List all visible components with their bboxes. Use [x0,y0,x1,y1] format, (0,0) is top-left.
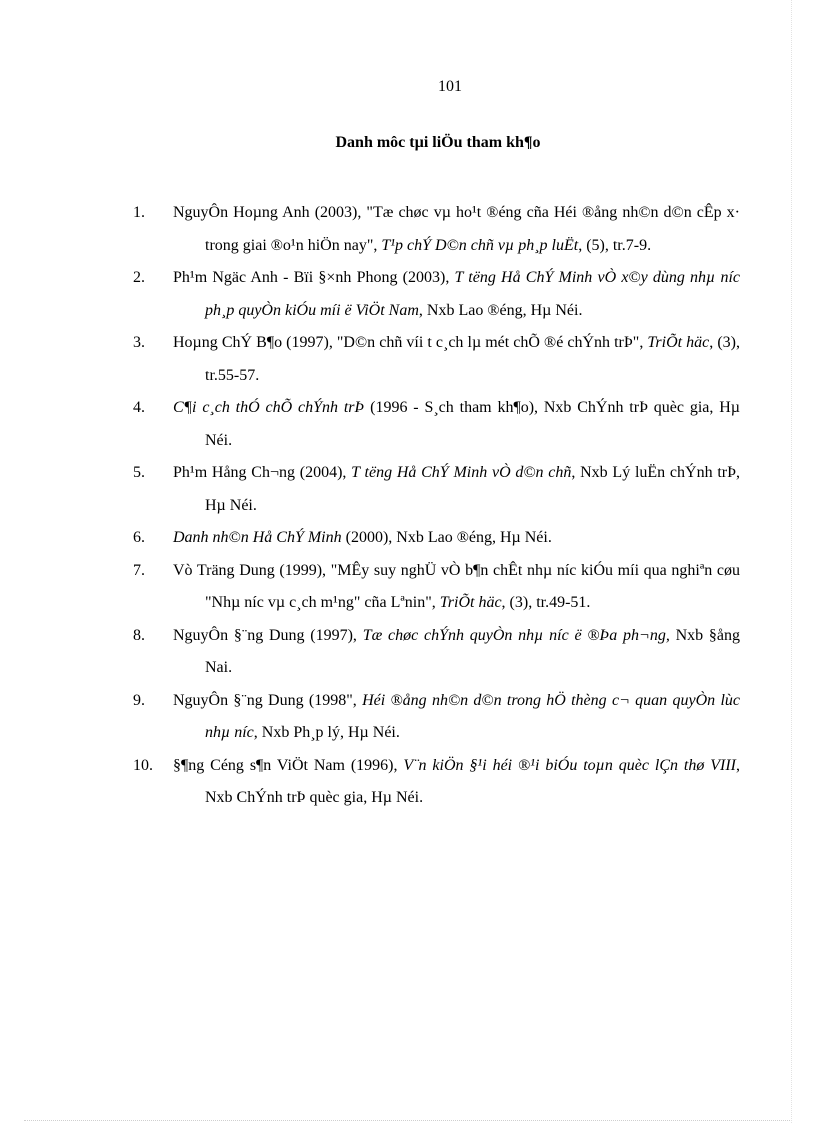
reference-number: 5. [133,464,145,481]
page-number: 101 [438,78,462,95]
reference-segment: NguyÔn §¨ng Dung (1997), [173,626,363,644]
reference-number: 1. [133,204,145,221]
reference-item [133,392,740,457]
reference-item [133,327,740,392]
reference-text [173,392,740,457]
reference-segment: , (3), tr.49-51. [501,594,591,611]
reference-item [133,197,740,262]
reference-item [133,750,740,815]
page-bottom-divider [24,1120,792,1121]
reference-title: V¨n kiÖn §¹i héi ®¹i biÓu toµn quèc lÇn thø VIII [403,756,737,774]
reference-number: 10. [133,756,153,774]
reference-text [173,197,740,262]
reference-segment: Ph¹m Ngäc Anh - Bïi §×nh Phong (2003), [173,269,455,286]
reference-segment: , Nxb ChÝnh trÞ quèc gia, Hµ Néi. [205,756,741,806]
reference-item [133,522,740,555]
reference-item [133,262,740,327]
reference-segment: (1996 - S¸ch tham kh¶o), Nxb ChÝnh trÞ quèc gia, Hµ Néi. [205,399,741,449]
reference-segment: , (3), tr.55-57. [205,334,740,384]
reference-segment: Hoµng ChÝ B¶o (1997), "D©n chñ víi t c¸ch lµ mét chÕ ®é chÝnh trÞ", [173,334,648,351]
reference-text [173,262,740,327]
reference-title: T tëng Hå ChÝ Minh vÒ x©y dùng nhµ níc ph¸p quyÒn kiÓu míi ë ViÖt Nam [205,269,740,319]
reference-text [173,685,740,750]
reference-text [173,555,740,620]
reference-number: 7. [133,561,145,579]
reference-segment: §¶ng Céng s¶n ViÖt Nam (1996), [173,756,404,774]
reference-number: 9. [133,691,145,709]
reference-title: TriÕt häc [439,594,502,611]
reference-number: 2. [133,269,145,286]
page-right-edge [791,0,792,1123]
reference-segment: , Nxb Ph¸p lý, Hµ Néi. [253,724,400,741]
reference-segment: , Nxb Lao ®éng, Hµ Néi. [418,301,583,319]
reference-segment: Vò Träng Dung (1999), "MÊy suy nghÜ vÒ b¶n chÊt nhµ níc kiÓu míi qua nghiªn cøu "Nhµ níc vµ c¸ch m¹ng" cña Lªnin", [173,561,740,611]
reference-segment: , (5), tr.7-9. [578,236,652,254]
reference-segment: Ph¹m Hång Ch¬ng (2004), [173,464,352,481]
reference-number: 8. [133,626,145,644]
reference-number: 3. [133,334,145,351]
reference-title: C¶i c¸ch thÓ chÕ chÝnh trÞ [173,399,365,416]
reference-title: T tëng Hå ChÝ Minh vÒ d©n chñ [351,464,572,481]
reference-title: TriÕt häc [647,334,710,351]
reference-title: Héi ®ång nh©n d©n trong hÖ thèng c¬ quan quyÒn lùc nhµ níc [205,691,740,741]
reference-number: 4. [133,399,145,416]
reference-segment: NguyÔn §¨ng Dung (1998", [173,691,363,709]
reference-text [173,327,740,392]
reference-segment: Nxb §ång Nai. [205,626,741,676]
reference-text [173,522,740,555]
reference-list [133,197,740,815]
reference-text [173,457,740,522]
reference-segment: (2000), Nxb Lao ®éng, Hµ Néi. [341,529,552,546]
reference-title: Tæ chøc chÝnh quyÒn nhµ níc ë ®Þa ph¬ng, [362,626,670,644]
reference-item [133,685,740,750]
reference-item [133,457,740,522]
page-title: Danh môc tµi liÖu tham kh¶o [335,134,541,151]
reference-text [173,620,740,685]
reference-title: Danh nh©n Hå ChÝ Minh [173,529,342,546]
reference-item [133,555,740,620]
reference-item [133,620,740,685]
reference-segment: , Nxb Lý luËn chÝnh trÞ, Hµ Néi. [205,464,740,514]
reference-number: 6. [133,529,145,546]
reference-segment: NguyÔn Hoµng Anh (2003), "Tæ chøc vµ ho¹t ®éng cña Héi ®ång nh©n d©n cÊp x· trong giai ®o¹n hiÖn nay", [173,204,740,254]
reference-title: T¹p chÝ D©n chñ vµ ph¸p luËt [381,236,579,254]
reference-text [173,750,740,815]
